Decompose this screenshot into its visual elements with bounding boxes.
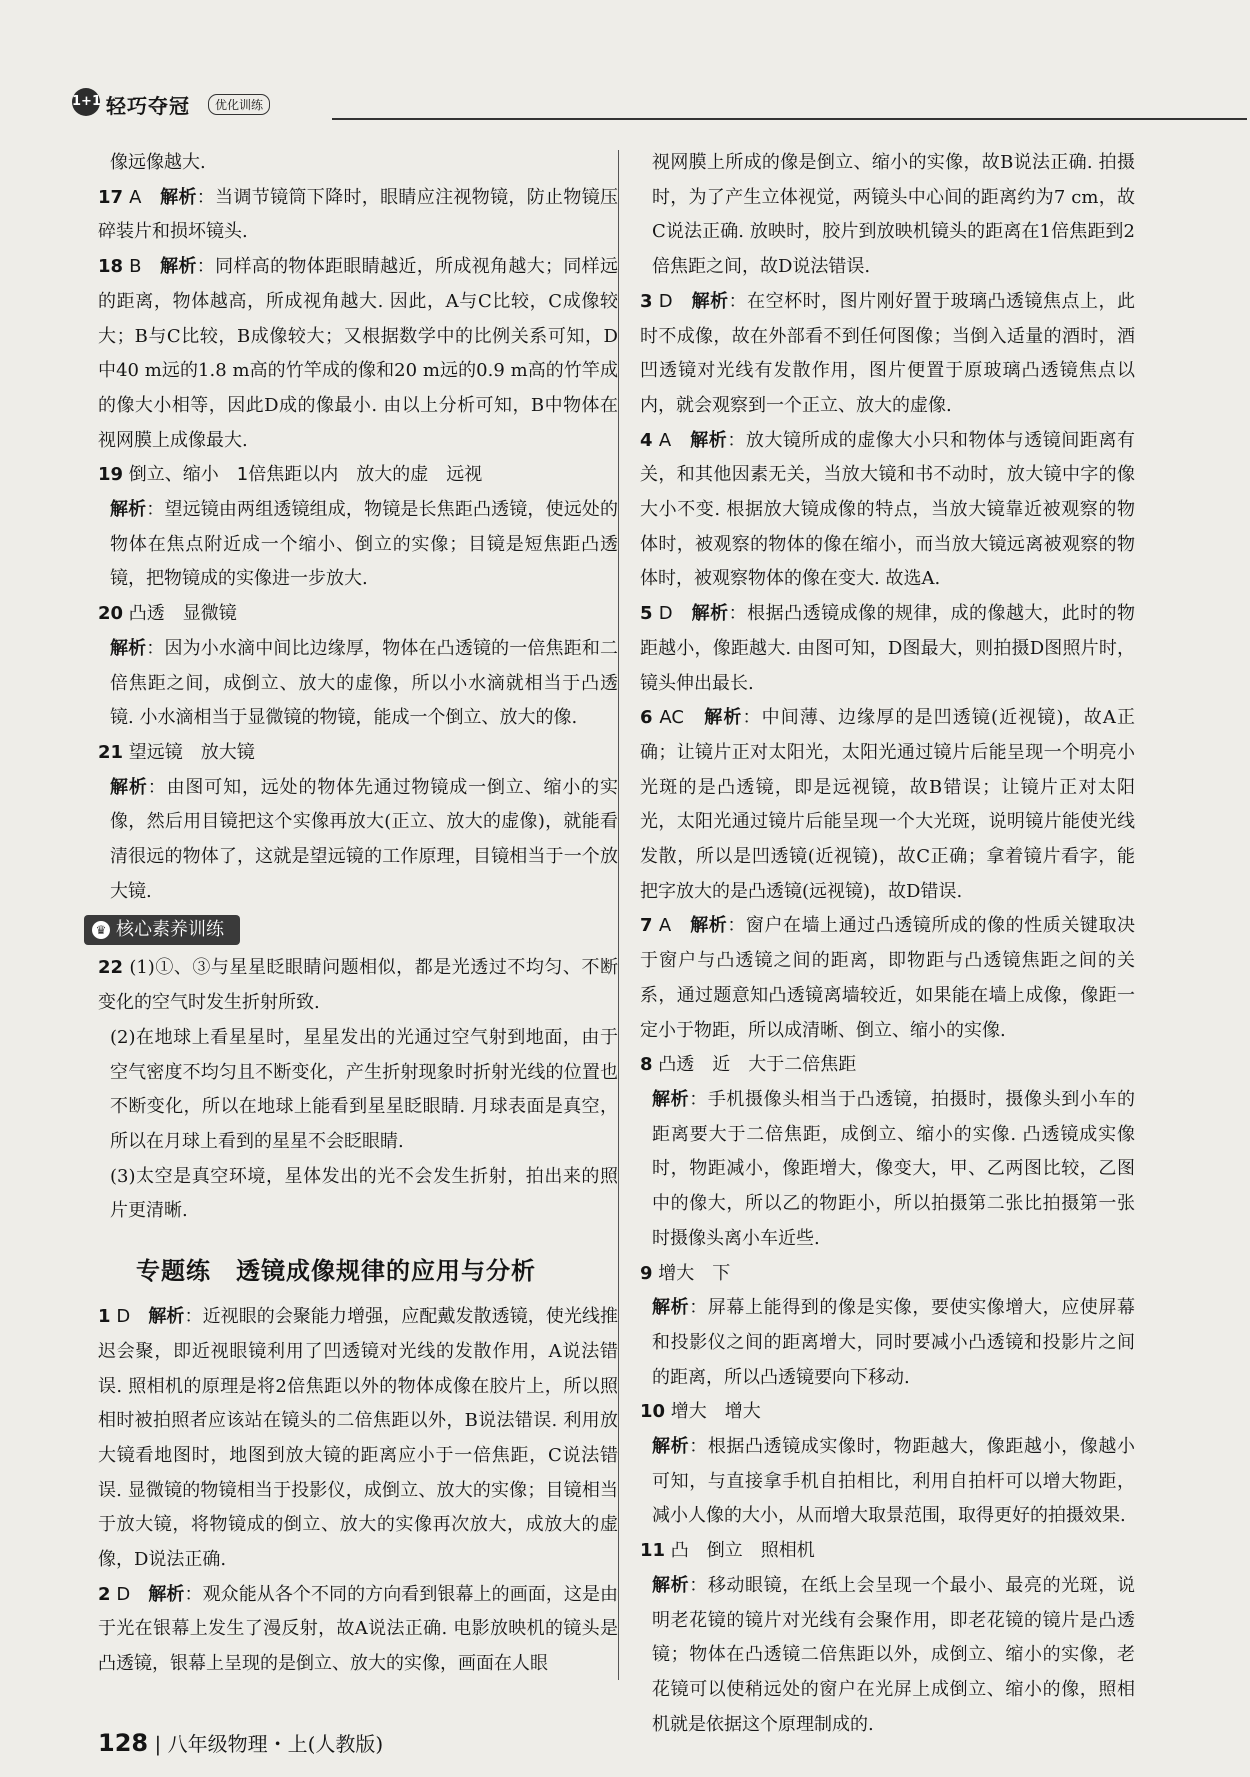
page-number: 128 [98,1729,149,1757]
analysis-label: 解析 [148,1583,185,1605]
footer-divider: | [154,1732,168,1756]
answer-entry [98,736,618,771]
answer-text: 观众能从各个不同的方向看到银幕上的画面，这是由于光在银幕上发生了漫反射，故A说法正确. 电影放映机的镜头是凸透镜，银幕上呈现的是倒立、放大的实像，画面在人眼 [98,1583,619,1675]
page-header [72,86,1250,126]
question-number: 18 [98,256,124,278]
answer-value: D [116,1306,131,1328]
answer-entry [640,146,1135,285]
answer-entry: 解析：屏幕上能得到的像是实像，要使实像增大，应使屏幕和投影仪之间的距离增大，同时要减小凸透镜和投影片之间的距离，所以凸透镜要向下移动. [652,1297,1136,1388]
answer-value: 倒立、缩小 1倍焦距以内 放大的虚 远视 [128,464,483,486]
answer-text: 移动眼镜，在纸上会呈现一个最小、最亮的光斑，说明老花镜的镜片对光线有会聚作用，即老花镜的镜片是凸透镜；物体在凸透镜二倍焦距以外，成倒立、缩小的实像，老花镜可以使稍远处的窗户在光屏上成倒立、缩小的像，照相机就是依据这个原理制成的. [652,1574,1136,1735]
answer-entry [640,1048,1135,1083]
analysis-label: 解析 [160,256,197,278]
answer-text: 近视眼的会聚能力增强，应配戴发散透镜，使光线推迟会聚，即近视眼镜利用了凹透镜对光线的发散作用，A说法错误. 照相机的原理是将2倍焦距以外的物体成像在胶片上，所以照相时被拍照者应该站在镜头的二倍焦距以外，B说法错误. 利用放大镜看地图时，地图到放大镜的距离应小于一倍焦距，C说法错误. 显微镜的物镜相当于投影仪，成倒立、放大的实像；目镜相当于放大镜，将物镜成的倒立、放大的实像再次放大，成放大的虚像，D说法正确. [98,1306,619,1571]
analysis-label: 解析 [652,1297,690,1319]
answer-entry: 解析：根据凸透镜成实像时，物距越大，像距越小，像越小可知，与直接拿手机自拍相比，利用自拍杆可以增大物距，减小人像的大小，从而增大取景范围，取得更好的拍摄效果. [652,1436,1136,1527]
answer-entry [640,1534,1135,1569]
section-label: 核心素养训练 [116,919,224,941]
answer-text: 根据凸透镜成实像时，物距越大，像距越小，像越小可知，与直接拿手机自拍相比，利用自拍杆可以增大物距，减小人像的大小，从而增大取景范围，取得更好的拍摄效果. [652,1436,1136,1527]
answer-entry: 2 D 解析：观众能从各个不同的方向看到银幕上的画面，这是由于光在银幕上发生了漫反射，故A说法正确. 电影放映机的镜头是凸透镜，银幕上呈现的是倒立、放大的实像，画面在人眼 [98,1583,619,1675]
answer-entry [98,951,618,1020]
analysis-label: 解析 [110,499,147,521]
column-divider [618,150,619,1680]
answer-text: 在空杯时，图片刚好置于玻璃凸透镜焦点上，此时不成像，故在外部看不到任何图像；当倒入适量的酒时，酒凹透镜对光线有发散作用，图片便置于原玻璃凸透镜焦点以内，就会观察到一个正立、放大的虚像. [640,290,1136,416]
question-number: 17 [98,186,124,208]
analysis-label: 解析 [110,776,148,798]
question-number: 4 [640,429,653,451]
answer-entry: 3 D 解析：在空杯时，图片刚好置于玻璃凸透镜焦点上，此时不成像，故在外部看不到任何图像；当倒入适量的酒时，酒凹透镜对光线有发散作用，图片便置于原玻璃凸透镜焦点以内，就会观察到一个正立、放大的虚像. [640,290,1136,416]
answer-value: D [658,290,673,312]
answer-entry: 6 AC 解析：中间薄、边缘厚的是凹透镜(近视镜)，故A正确；让镜片正对太阳光，太阳光通过镜片后能呈现一个明亮小光斑的是凸透镜，即是远视镜，故B错误；让镜片正对太阳光，太阳光通过镜片后能呈现一个大光斑，说明镜片能使光线发散，所以是凹透镜(近视镜)，故C正确；拿着镜片看字，能把字放大的是凸透镜(远视镜)，故D错误. [640,707,1136,902]
question-number: 19 [98,464,124,486]
answer-entry [98,597,618,632]
section-badge [84,915,240,945]
question-number: 9 [640,1262,653,1284]
answer-value: 望远镜 放大镜 [128,741,255,763]
question-number: 11 [640,1540,666,1562]
answer-entry: 解析：由图可知，远处的物体先通过物镜成一倒立、缩小的实像，然后用目镜把这个实像再放大(正立、放大的虚像)，就能看清很远的物体了，这就是望远镜的工作原理，目镜相当于一个放大镜. [110,776,619,902]
footer-text: 八年级物理・上(人教版) [167,1732,384,1756]
question-number: 2 [98,1583,111,1605]
answer-value: D [658,603,673,625]
answer-text: 窗户在墙上通过凸透镜所成的像的性质关键取决于窗户与凸透镜之间的距离，即物距与凸透镜焦距之间的关系，通过题意知凸透镜离墙较近，如果能在墙上成像，像距一定小于物距，所以成清晰、倒立、缩小的实像. [640,915,1136,1041]
right-column [640,146,1135,1742]
answer-text: 望远镜由两组透镜组成，物镜是长焦距凸透镜，使远处的物体在焦点附近成一个缩小、倒立的实像；目镜是短焦距凸透镜，把物镜成的实像进一步放大. [110,499,619,590]
answer-value: D [116,1583,131,1605]
logo-icon: 1+1 [72,88,100,116]
answer-value: 凸 倒立 照相机 [670,1540,815,1562]
question-number: 22 [98,957,124,979]
special-title: 专题练 透镜成像规律的应用与分析 [136,1257,536,1286]
answer-value: A [658,915,672,937]
answer-entry: 4 A 解析：放大镜所成的虚像大小只和物体与透镜间距离有关，和其他因素无关，当放大镜和书不动时，放大镜中字的像大小不变. 根据放大镜成像的特点，当放大镜靠近被观察的物体时，被观察的物体的像在缩小，而当放大镜远离被观察的物体时，被观察物体的像在变大. 故选A. [640,429,1136,590]
answer-text: 根据凸透镜成像的规律，成的像越大，此时的物距越小，像距越大. 由图可知，D图最大，则拍摄D图照片时，镜头伸出最长. [640,603,1136,694]
answer-text: 手机摄像头相当于凸透镜，拍摄时，摄像头到小车的距离要大于二倍焦距，成倒立、缩小的实像. 凸透镜成实像时，物距减小，像距增大，像变大，甲、乙两图比较，乙图中的像大，所以乙的物距小，所以拍摄第二张比拍摄第一张时摄像头离小车近些. [652,1088,1136,1249]
question-number: 7 [640,915,653,937]
answer-entry: 5 D 解析：根据凸透镜成像的规律，成的像越大，此时的物距越小，像距越大. 由图可知，D图最大，则拍摄D图照片时，镜头伸出最长. [640,603,1136,694]
analysis-label: 解析 [691,290,729,312]
answer-entry: 18 B 解析：同样高的物体距眼睛越近，所成视角越大；同样远的距离，物体越高，所成视角越大. 因此，A与C比较，C成像较大；B与C比较，B成像较大；又根据数学中的比例关系可知，D中40 m远的1.8 m高的竹竿成的像和20 m远的0.9 m高的竹竿成的像大小相等，因此D成的像最小. 由以上分析可知，B中物体在视网膜上成像最大. [98,256,619,451]
answer-entry [98,1160,618,1229]
answer-entry: 解析：手机摄像头相当于凸透镜，拍摄时，摄像头到小车的距离要大于二倍焦距，成倒立、缩小的实像. 凸透镜成实像时，物距减小，像距增大，像变大，甲、乙两图比较，乙图中的像大，所以乙的物距小，所以拍摄第二张比拍摄第一张时摄像头离小车近些. [652,1088,1136,1249]
answer-entry [98,1021,618,1160]
answer-text: 当调节镜筒下降时，眼睛应注视物镜，防止物镜压碎装片和损坏镜头. [98,186,619,243]
answer-entry: 7 A 解析：窗户在墙上通过凸透镜所成的像的性质关键取决于窗户与凸透镜之间的距离，即物距与凸透镜焦距之间的关系，通过题意知凸透镜离墙较近，如果能在墙上成像，像距一定小于物距，所以成清晰、倒立、缩小的实像. [640,915,1136,1041]
answer-entry: 1 D 解析：近视眼的会聚能力增强，应配戴发散透镜，使光线推迟会聚，即近视眼镜利用了凹透镜对光线的发散作用，A说法错误. 照相机的原理是将2倍焦距以外的物体成像在胶片上，所以照相时被拍照者应该站在镜头的二倍焦距以外，B说法错误. 利用放大镜看地图时，地图到放大镜的距离应小于一倍焦距，C说法错误. 显微镜的物镜相当于投影仪，成倒立、放大的实像；目镜相当于放大镜，将物镜成的倒立、放大的实像再次放大，成放大的虚像，D说法正确. [98,1306,619,1571]
answer-value: 凸透 显微镜 [128,603,237,625]
answer-text: 中间薄、边缘厚的是凹透镜(近视镜)，故A正确；让镜片正对太阳光，太阳光通过镜片后能呈现一个明亮小光斑的是凸透镜，即是远视镜，故B错误；让镜片正对太阳光，太阳光通过镜片后能呈现一个大光斑，说明镜片能使光线发散，所以是凹透镜(近视镜)，故C正确；拿着镜片看字，能把字放大的是凸透镜(远视镜)，故D错误. [640,707,1136,902]
question-number: 10 [640,1401,666,1423]
analysis-label: 解析 [690,429,728,451]
crown-icon: ♛ [92,921,110,939]
answer-value: 凸透 近 大于二倍焦距 [658,1054,857,1076]
question-number: 6 [640,707,653,729]
answer-text: 屏幕上能得到的像是实像，要使实像增大，应使屏幕和投影仪之间的距离增大，同时要减小凸透镜和投影片之间的距离，所以凸透镜要向下移动. [652,1297,1136,1388]
answer-text: 像远像越大. [110,152,206,173]
logo-title: 轻巧夺冠 [106,94,190,118]
answer-value: A [658,429,672,451]
answer-entry: 解析：移动眼镜，在纸上会呈现一个最小、最亮的光斑，说明老花镜的镜片对光线有会聚作用，即老花镜的镜片是凸透镜；物体在凸透镜二倍焦距以外，成倒立、缩小的实像，老花镜可以使稍远处的窗户在光屏上成倒立、缩小的像，照相机就是依据这个原理制成的. [652,1574,1136,1735]
question-number: 21 [98,741,124,763]
question-number: 1 [98,1306,111,1328]
analysis-label: 解析 [690,915,728,937]
answer-text: 因为小水滴中间比边缘厚，物体在凸透镜的一倍焦距和二倍焦距之间，成倒立、放大的虚像，所以小水滴就相当于凸透镜. 小水滴相当于显微镜的物镜，能成一个倒立、放大的像. [110,637,619,729]
answer-text: 视网膜上所成的像是倒立、缩小的实像，故B说法正确. 拍摄时，为了产生立体视觉，两镜头中心间的距离约为7 cm，故C说法正确. 放映时，胶片到放映机镜头的距离在1倍焦距到2倍焦距之间，故D说法错误. [652,152,1135,278]
page-footer [98,1728,383,1757]
answer-entry [98,146,618,181]
answer-value: 增大 下 [658,1262,731,1284]
analysis-label: 解析 [148,1306,185,1328]
answer-text: 由图可知，远处的物体先通过物镜成一倒立、缩小的实像，然后用目镜把这个实像再放大(正立、放大的虚像)，就能看清很远的物体了，这就是望远镜的工作原理，目镜相当于一个放大镜. [110,776,619,902]
header-rule [332,118,1247,120]
answer-text: 放大镜所成的虚像大小只和物体与透镜间距离有关，和其他因素无关，当放大镜和书不动时，放大镜中字的像大小不变. 根据放大镜成像的特点，当放大镜靠近被观察的物体时，被观察的物体的像在缩小，而当放大镜远离被观察的物体时，被观察物体的像在变大. 故选A. [640,429,1136,590]
answer-entry: 解析：望远镜由两组透镜组成，物镜是长焦距凸透镜，使远处的物体在焦点附近成一个缩小、倒立的实像；目镜是短焦距凸透镜，把物镜成的实像进一步放大. [110,499,619,590]
question-number: 20 [98,603,124,625]
answer-entry [640,1257,1135,1292]
question-number: 8 [640,1054,653,1076]
analysis-label: 解析 [160,186,197,208]
answer-value: B [129,256,142,278]
analysis-label: 解析 [704,707,743,729]
analysis-label: 解析 [691,603,729,625]
answer-text: (2)在地球上看星星时，星星发出的光通过空气射到地面，由于空气密度不均匀且不断变化，产生折射现象时折射光线的位置也不断变化，所以在地球上能看到星星眨眼睛. 月球表面是真空，所以在月球上看到的星星不会眨眼睛. [110,1026,618,1152]
answer-entry [98,458,618,493]
answer-value: AC [659,707,684,729]
answer-text: (3)太空是真空环境，星体发出的光不会发生折射，拍出来的照片更清晰. [110,1165,618,1222]
analysis-label: 解析 [652,1574,690,1596]
question-number: 3 [640,290,653,312]
analysis-label: 解析 [652,1436,690,1458]
answer-entry: 17 A 解析：当调节镜筒下降时，眼睛应注视物镜，防止物镜压碎装片和损坏镜头. [98,186,619,243]
answer-text: 同样高的物体距眼睛越近，所成视角越大；同样远的距离，物体越高，所成视角越大. 因此，A与C比较，C成像较大；B与C比较，B成像较大；又根据数学中的比例关系可知，D中40 m远的1.8 m高的竹竿成的像和20 m远的0.9 m高的竹竿成的像大小相等，因此D成的像最小. 由以上分析可知，B中物体在视网膜上成像最大. [98,256,619,451]
analysis-label: 解析 [652,1088,690,1110]
answer-value: A [129,186,142,208]
answer-text: (1)①、③与星星眨眼睛问题相似，都是光透过不均匀、不断变化的空气时发生折射所致. [98,957,618,1014]
answer-entry: 解析：因为小水滴中间比边缘厚，物体在凸透镜的一倍焦距和二倍焦距之间，成倒立、放大的虚像，所以小水滴就相当于凸透镜. 小水滴相当于显微镜的物镜，能成一个倒立、放大的像. [110,637,619,729]
left-column [95,146,619,1682]
analysis-label: 解析 [110,637,147,659]
question-number: 5 [640,603,653,625]
answer-value: 增大 增大 [670,1401,761,1423]
logo-subtitle: 优化训练 [208,94,270,115]
answer-entry [640,1395,1135,1430]
